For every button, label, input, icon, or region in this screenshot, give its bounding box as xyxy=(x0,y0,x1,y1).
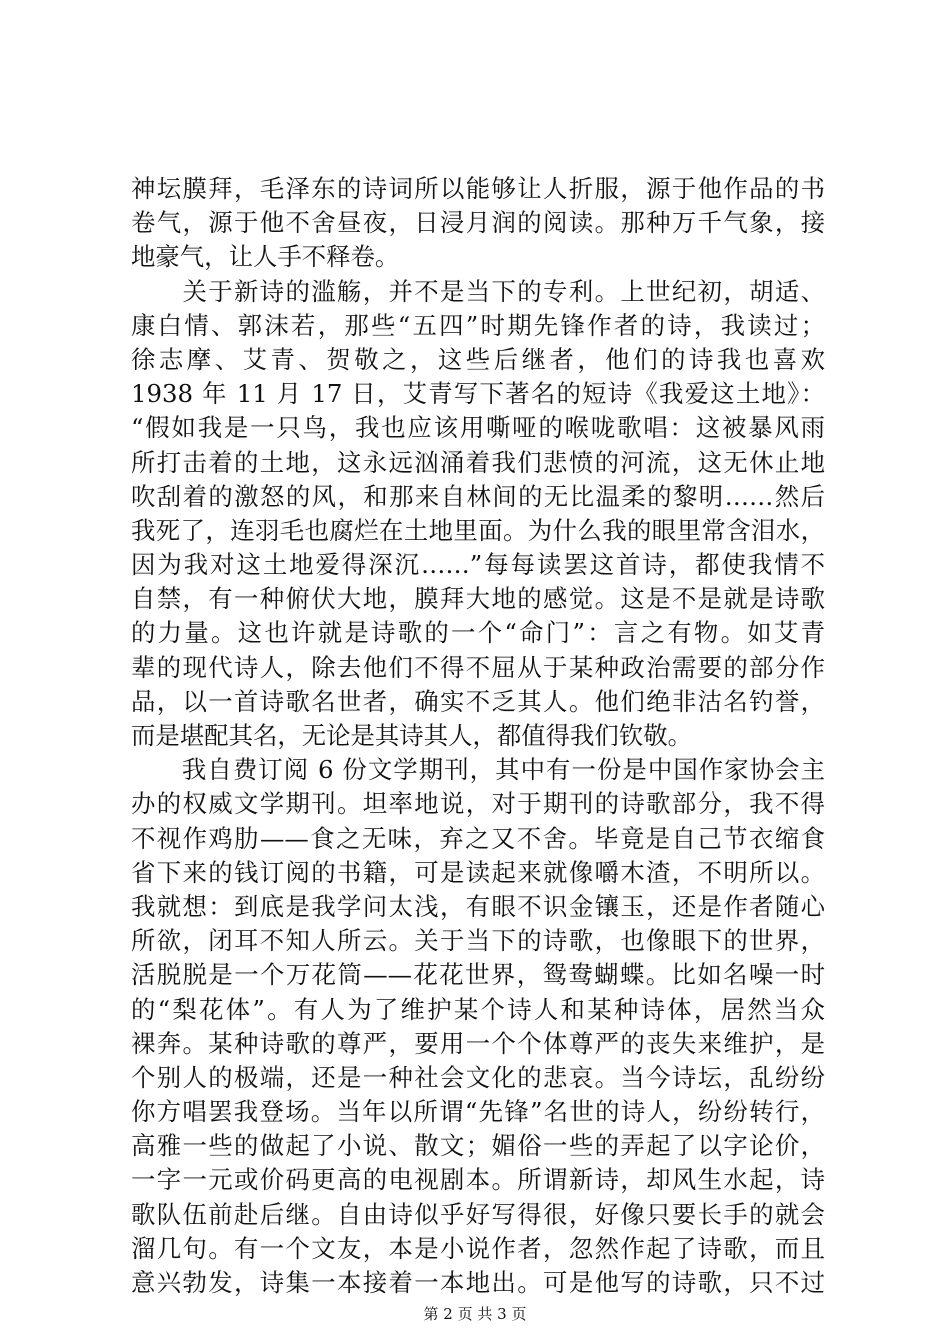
text-line: 我自费订阅 6 份文学期刊，其中有一份是中国作家协会主 xyxy=(131,755,825,785)
text-line: 因为我对这土地爱得深沉……”每每读罢这首诗，都使我情不 xyxy=(131,550,825,580)
text-line: 自禁，有一种俯伏大地，膜拜大地的感觉。这是不是就是诗歌 xyxy=(131,584,825,614)
text-line: 关于新诗的滥觞，并不是当下的专利。上世纪初，胡适、 xyxy=(131,276,825,306)
text-line: 神坛膜拜，毛泽东的诗词所以能够让人折服，源于他作品的书 xyxy=(131,174,825,203)
text-line: 地豪气，让人手不释卷。 xyxy=(131,242,400,272)
text-line: 一字一元或价码更高的电视剧本。所谓新诗，却风生水起，诗 xyxy=(131,1165,825,1195)
text-line: 溜几句。有一个文友，本是小说作者，忽然作起了诗歌，而且 xyxy=(131,1233,825,1263)
text-line: 意兴勃发，诗集一本接着一本地出。可是他写的诗歌，只不过 xyxy=(131,1268,825,1297)
text-line: 我就想：到底是我学问太浅，有眼不识金镶玉，还是作者随心 xyxy=(131,891,825,921)
text-line: 徐志摩、艾青、贺敬之，这些后继者，他们的诗我也喜欢 xyxy=(131,344,825,374)
text-line: 个别人的极端，还是一种社会文化的悲哀。当今诗坛，乱纷纷 xyxy=(131,1062,825,1092)
text-line: 高雅一些的做起了小说、散文；媚俗一些的弄起了以字论价， xyxy=(131,1131,825,1161)
text-line: “假如我是一只鸟，我也应该用嘶哑的喉咙歌唱：这被暴风雨 xyxy=(131,413,825,443)
text-line: 所打击着的土地，这永远汹涌着我们悲愤的河流，这无休止地 xyxy=(131,447,825,477)
text-line: 办的权威文学期刊。坦率地说，对于期刊的诗歌部分，我不得 xyxy=(131,789,825,819)
text-line: 不视作鸡肋——食之无味，弃之又不舍。毕竟是自己节衣缩食 xyxy=(131,823,825,853)
text-line: 卷气，源于他不舍昼夜，日浸月润的阅读。那种万千气象，接 xyxy=(131,208,825,238)
text-line: 裸奔。某种诗歌的尊严，要用一个个体尊严的丧失来维护，是 xyxy=(131,1028,825,1058)
page-footer: 第 2 页 共 3 页 xyxy=(423,1305,527,1323)
body-text xyxy=(131,172,825,1300)
text-line: 你方唱罢我登场。当年以所谓“先锋”名世的诗人，纷纷转行， xyxy=(131,1097,825,1127)
text-line: 1938 年 11 月 17 日，艾青写下著名的短诗《我爱这土地》： xyxy=(131,379,825,409)
text-line: 所欲，闭耳不知人所云。关于当下的诗歌，也像眼下的世界， xyxy=(131,926,825,956)
text-line: 吹刮着的激怒的风，和那来自林间的无比温柔的黎明……然后 xyxy=(131,481,825,511)
text-line: 歌队伍前赴后继。自由诗似乎好写得很，好像只要长手的就会 xyxy=(131,1199,825,1229)
text-line: 康白情、郭沫若，那些“五四”时期先锋作者的诗，我读过； xyxy=(131,310,825,340)
text-line: 而是堪配其名，无论是其诗其人，都值得我们钦敬。 xyxy=(131,721,692,750)
text-line: 活脱脱是一个万花筒——花花世界，鸳鸯蝴蝶。比如名噪一时 xyxy=(131,960,825,990)
text-line: 我死了，连羽毛也腐烂在土地里面。为什么我的眼里常含泪水， xyxy=(131,515,825,545)
text-line: 省下来的钱订阅的书籍，可是读起来就像嚼木渣，不明所以。 xyxy=(131,857,825,887)
text-line: 品，以一首诗歌名世者，确实不乏其人。他们绝非沽名钓誉， xyxy=(131,686,825,716)
text-line: 的“梨花体”。有人为了维护某个诗人和某种诗体，居然当众 xyxy=(131,994,825,1024)
text-line: 的力量。这也许就是诗歌的一个“命门”：言之有物。如艾青 xyxy=(131,618,825,648)
text-line: 辈的现代诗人，除去他们不得不屈从于某种政治需要的部分作 xyxy=(131,652,825,682)
